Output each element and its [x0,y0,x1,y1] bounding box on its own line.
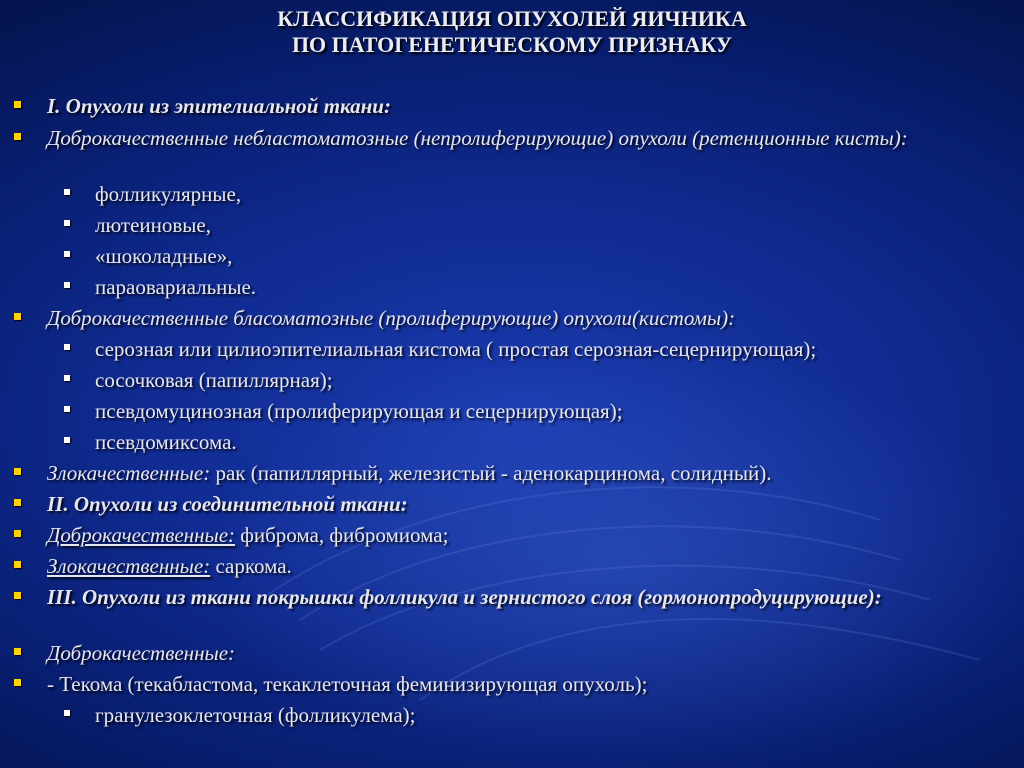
bullet-marker [14,530,21,537]
title-line-2: ПО ПАТОГЕНЕТИЧЕСКОМУ ПРИЗНАКУ [291,32,733,57]
bullet-marker [14,679,21,686]
sub-bullet-marker [64,344,70,350]
list-item: лютеиновые, [10,213,1015,244]
list-item: II. Опухоли из соединительной ткани: [10,492,1015,523]
bullet-marker [14,133,21,140]
sub-bullet-marker [64,710,70,716]
list-item: псевдомиксома. [10,430,1015,461]
list-item: серозная или цилиоэпителиальная кистома ( простая серозная-сецернирующая); [10,337,1015,368]
list-item: Доброкачественные бласоматозные (пролиферирующие) опухоли(кистомы): [10,306,1015,337]
list-item: «шоколадные», [10,244,1015,275]
sub-bullet-marker [64,375,70,381]
item-text: фиброма, фибромиома; [235,523,449,547]
bullet-marker [14,313,21,320]
bullet-marker [14,499,21,506]
slide-title [0,6,1024,58]
list-item: сосочковая (папиллярная); [10,368,1015,399]
list-item: I. Опухоли из эпителиальной ткани: [10,94,1015,126]
list-item [10,554,1015,585]
item-label: Злокачественные: [47,461,211,485]
bullet-marker [14,101,21,108]
bullet-marker [14,592,21,599]
sub-bullet-marker [64,251,70,257]
bullet-marker [14,561,21,568]
list-item: псевдомуцинозная (пролиферирующая и сецернирующая); [10,399,1015,430]
item-text: рак (папиллярный, железистый - аденокарцинома, солидный). [210,461,772,485]
sub-bullet-marker [64,406,70,412]
list-item [10,461,1015,492]
title-line-1: КЛАССИФИКАЦИЯ ОПУХОЛЕЙ ЯИЧНИКА [277,6,747,31]
list-item: гранулезоклеточная (фолликулема); [10,703,1015,734]
list-item: Доброкачественные небластоматозные (непролиферирующие) опухоли (ретенционные кисты): [10,126,1015,182]
list-item: фолликулярные, [10,182,1015,213]
item-label: Доброкачественные: [47,523,236,547]
bullet-marker [14,648,21,655]
item-label: Злокачественные: [47,554,211,578]
bullet-marker [14,468,21,475]
sub-bullet-marker [64,437,70,443]
list-item: Доброкачественные: [10,641,1015,672]
list-item [10,523,1015,554]
sub-bullet-marker [64,189,70,195]
sub-bullet-marker [64,220,70,226]
list-item: параовариальные. [10,275,1015,306]
list-item: - Текома (текабластома, текаклеточная феминизирующая опухоль); [10,672,1015,703]
item-text: саркома. [210,554,292,578]
sub-bullet-marker [64,282,70,288]
bullet-list [10,94,1015,734]
list-item: III. Опухоли из ткани покрышки фолликула и зернистого слоя (гормонопродуцирующие): [10,585,1015,641]
